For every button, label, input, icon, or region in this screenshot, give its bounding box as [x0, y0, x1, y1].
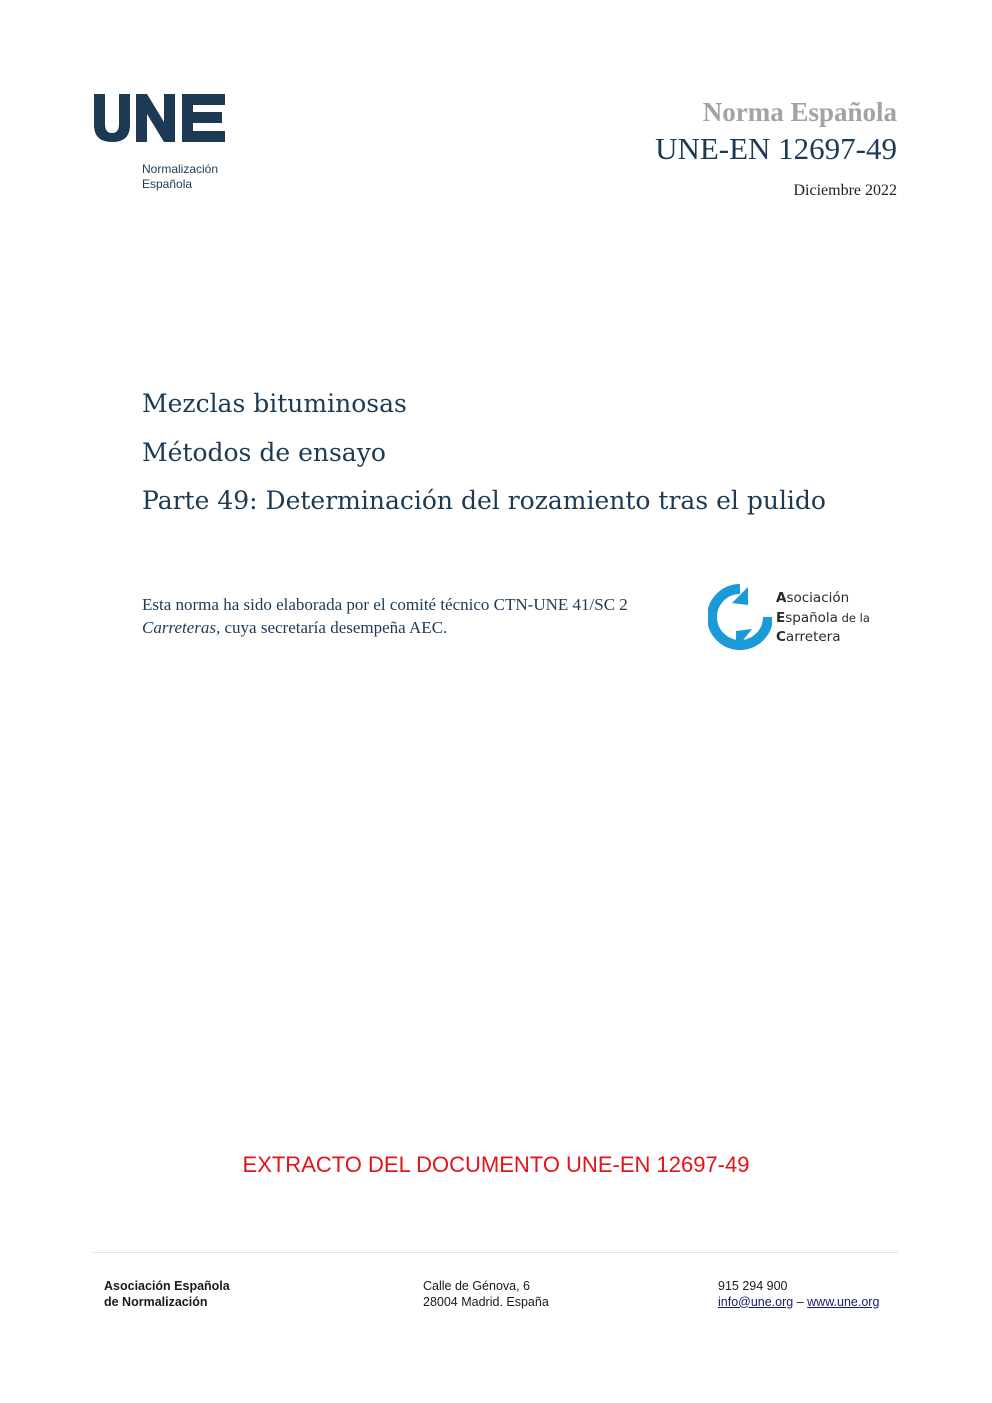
aec-initial-c: C [776, 629, 786, 645]
aec-word-asociacion: sociación [786, 590, 850, 606]
aec-logo-text [776, 589, 870, 648]
aec-logo-mark [708, 583, 772, 655]
aec-word-de-la: de la [837, 610, 870, 625]
footer-address [423, 1279, 549, 1310]
title-line-2: Métodos de ensayo [142, 437, 386, 467]
aec-word-carretera: arretera [785, 629, 841, 645]
extract-notice: EXTRACTO DEL DOCUMENTO UNE-EN 12697-49 [242, 1152, 750, 1177]
footer-website-link[interactable]: www.une.org [807, 1294, 880, 1309]
aec-initial-e: E [776, 609, 786, 626]
une-logo-subtitle-line1: Normalización [142, 162, 219, 176]
aec-word-espanola: spañola [785, 609, 838, 626]
footer-email-link[interactable]: info@une.org [718, 1294, 794, 1309]
footer-address-line2: 28004 Madrid. España [423, 1294, 549, 1309]
une-logo-subtitle-line2: Española [142, 177, 193, 191]
footer-separator: – [793, 1294, 808, 1309]
title-line-1: Mezclas bituminosas [142, 389, 407, 418]
footer-divider [93, 1252, 898, 1253]
publication-date: Diciembre 2022 [793, 182, 897, 199]
standard-header [655, 96, 897, 200]
title-line-3: Parte 49: Determinación del rozamiento tras el pulido [142, 486, 826, 515]
footer-address-line1: Calle de Génova, 6 [423, 1279, 531, 1293]
aec-initial-a: A [776, 590, 787, 606]
committee-statement [142, 593, 652, 639]
committee-text-before: Esta norma ha sido elaborada por el comité técnico CTN-UNE 41/SC 2 [142, 595, 628, 614]
footer-org-line2: de Normalización [104, 1294, 208, 1309]
footer-phone: 915 294 900 [718, 1279, 788, 1293]
une-logo-subtitle [142, 162, 218, 192]
une-logo [92, 90, 242, 200]
committee-name: Carreteras [142, 618, 216, 637]
footer-org-line1: Asociación Española [104, 1279, 230, 1293]
aec-logo [708, 583, 908, 655]
document-titles [142, 385, 826, 531]
footer-contact [718, 1279, 879, 1310]
committee-text-after: , cuya secretaría desempeña AEC. [216, 618, 448, 637]
une-logo-mark [92, 90, 232, 150]
standard-kind: Norma Española [702, 97, 897, 127]
footer-organization [104, 1279, 230, 1310]
standard-code: UNE-EN 12697-49 [655, 131, 897, 166]
